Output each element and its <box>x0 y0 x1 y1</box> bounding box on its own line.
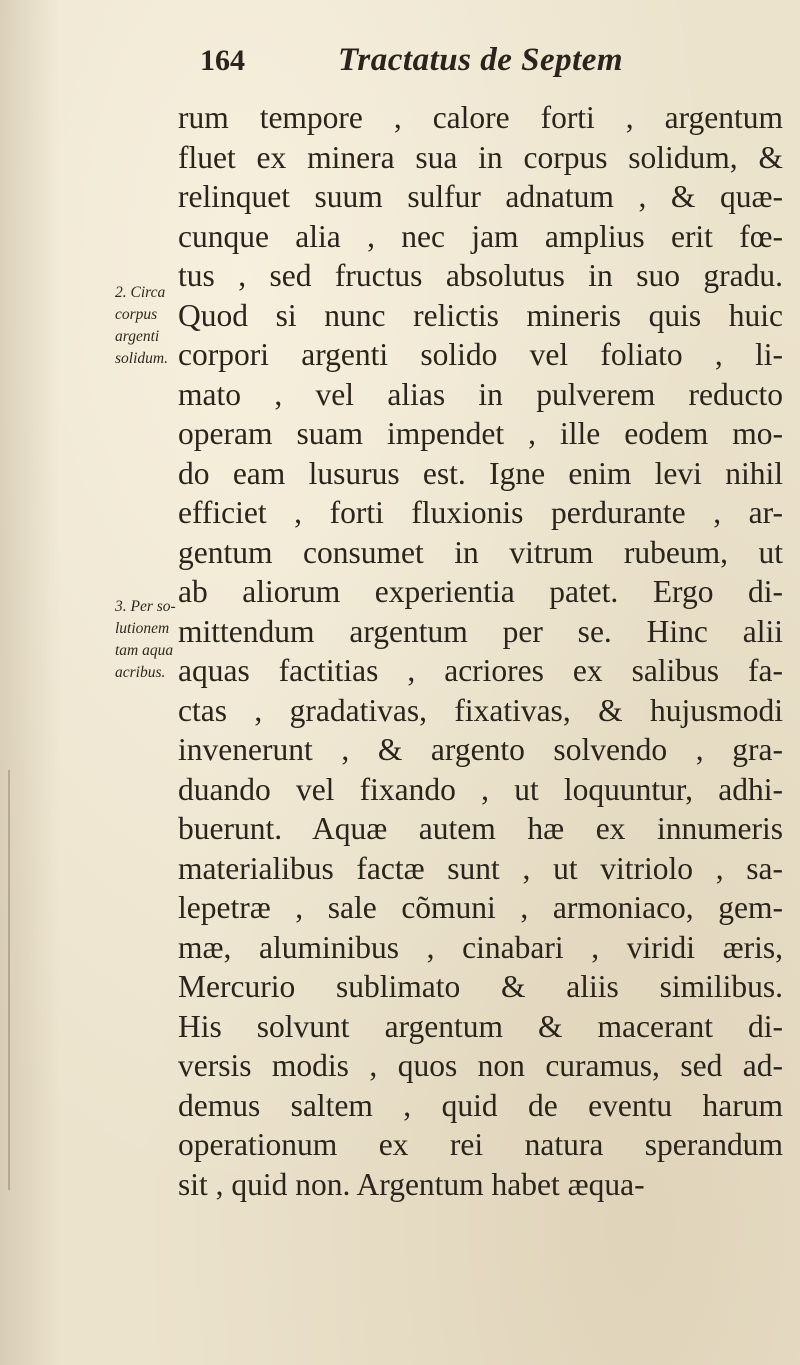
text-line: tus , sed fructus absolutus in suo gradu. <box>178 258 783 293</box>
text-line: duando vel fixando , ut loquuntur, adhi- <box>178 771 783 807</box>
text-line: efficiet , forti fluxionis perdurante , ar- <box>178 495 783 530</box>
text-line: materialibus factæ sunt , ut vitriolo , sa- <box>178 850 783 886</box>
margin-note-line: tam aqua <box>115 642 174 659</box>
text-line: mæ, aluminibus , cinabari , viridi æris, <box>178 929 783 965</box>
margin-note-line: 3. Per so- <box>115 598 176 615</box>
margin-note-line: corpus <box>115 306 158 323</box>
text-line: fluet ex minera sua in corpus solidum, & <box>178 139 783 175</box>
text-line: do eam lusurus est. Igne enim levi nihil <box>178 455 783 491</box>
text-line: Quod si nunc relictis mineris quis huic <box>178 297 783 333</box>
text-line: gentum consumet in vitrum rubeum, ut <box>178 534 783 570</box>
text-line: ab aliorum experientia patet. Ergo di- <box>178 574 783 609</box>
page-edge-mark <box>8 770 10 1190</box>
margin-note <box>115 596 181 684</box>
page-number: 164 <box>200 44 245 77</box>
text-line: mato , vel alias in pulverem reducto <box>178 376 783 412</box>
text-line: aquas factitias , acriores ex salibus fa- <box>178 653 783 688</box>
margin-note <box>115 282 181 370</box>
text-line: operationum ex rei natura sperandum <box>178 1127 783 1162</box>
text-line: cunque alia , nec jam amplius erit fœ- <box>178 218 783 254</box>
text-line: corpori argenti solido vel foliato , li- <box>178 337 783 372</box>
margin-note-line: acribus. <box>115 664 166 681</box>
margin-note-line: argenti <box>115 328 160 345</box>
text-line: Mercurio sublimato & aliis similibus. <box>178 969 783 1004</box>
text-line: versis modis , quos non curamus, sed ad- <box>178 1048 783 1083</box>
text-line: operam suam impendet , ille eodem mo- <box>178 416 783 451</box>
margin-note-line: lutionem <box>115 620 170 637</box>
text-line: invenerunt , & argento solvendo , gra- <box>178 732 783 767</box>
text-line: lepetræ , sale cõmuni , armoniaco, gem- <box>178 890 783 925</box>
body-text <box>178 98 783 1204</box>
running-title: Tractatus de Septem <box>338 42 624 78</box>
text-line: His solvunt argentum & macerant di- <box>178 1008 783 1044</box>
margin-note-line: 2. Circa <box>115 284 166 301</box>
text-line: buerunt. Aquæ autem hæ ex innumeris <box>178 811 783 846</box>
text-line: mittendum argentum per se. Hinc alii <box>178 613 783 649</box>
text-line: ctas , gradativas, fixativas, & hujusmodi <box>178 692 783 728</box>
text-line: sit , quid non. Argentum habet æqua- <box>178 1166 645 1202</box>
text-line: demus saltem , quid de eventu harum <box>178 1087 783 1123</box>
margin-note-line: solidum. <box>115 350 168 367</box>
page-header <box>178 42 738 92</box>
text-line: relinquet suum sulfur adnatum , & quæ- <box>178 179 783 214</box>
text-line: rum tempore , calore forti , argentum <box>178 100 783 135</box>
